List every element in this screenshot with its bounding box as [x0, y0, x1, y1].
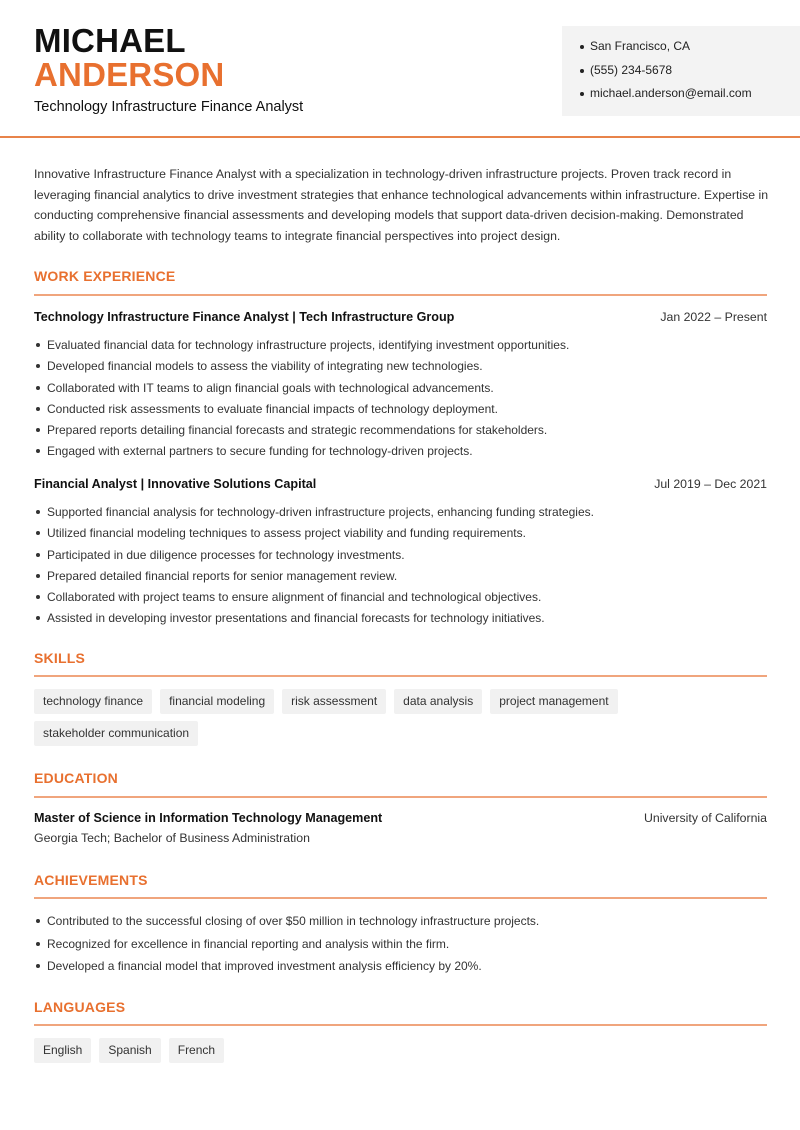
section-divider — [34, 294, 767, 296]
list-item: Utilized financial modeling techniques to assess project viability and funding requirements. — [34, 525, 767, 546]
section-title-education: EDUCATION — [34, 770, 118, 786]
section-title-languages: LANGUAGES — [34, 999, 126, 1015]
skill-tag: risk assessment — [282, 689, 386, 714]
contact-phone: (555) 234-5678 — [580, 63, 800, 87]
skill-tag: data analysis — [394, 689, 482, 714]
contact-location: San Francisco, CA — [580, 39, 800, 63]
list-item: Developed financial models to assess the viability of integrating new technologies. — [34, 358, 767, 379]
job-title: Technology Infrastructure Finance Analyst — [34, 99, 304, 115]
job-header — [34, 310, 767, 324]
skills-list — [34, 689, 774, 746]
job-dates: Jan 2022 – Present — [660, 310, 767, 324]
language-tag: French — [169, 1038, 224, 1063]
section-title-achievements: ACHIEVEMENTS — [34, 872, 148, 888]
contact-email: michael.anderson@email.com — [580, 86, 800, 110]
list-item: Prepared reports detailing financial forecasts and strategic recommendations for stakeholders. — [34, 422, 767, 443]
skill-tag: financial modeling — [160, 689, 274, 714]
language-tag: Spanish — [99, 1038, 160, 1063]
list-item: Assisted in developing investor presentations and financial forecasts for technology initiatives. — [34, 610, 767, 631]
first-name: MICHAEL — [34, 22, 186, 59]
list-item: Developed a financial model that improved investment analysis efficiency by 20%. — [34, 958, 767, 981]
section-divider — [34, 1024, 767, 1026]
languages-list — [34, 1038, 774, 1063]
list-item: Supported financial analysis for technology-driven infrastructure projects, enhancing funding strategies. — [34, 504, 767, 525]
list-item: Collaborated with IT teams to align financial goals with technological advancements. — [34, 380, 767, 401]
job-role: Financial Analyst | Innovative Solutions Capital — [34, 477, 317, 491]
section-title-skills: SKILLS — [34, 650, 85, 666]
list-item: Evaluated financial data for technology infrastructure projects, identifying investment opportunities. — [34, 337, 767, 358]
section-divider — [34, 897, 767, 899]
achievements-list — [34, 913, 767, 981]
job-header — [34, 477, 767, 491]
section-title-work: WORK EXPERIENCE — [34, 268, 176, 284]
list-item: Participated in due diligence processes for technology investments. — [34, 547, 767, 568]
education-school: University of California — [643, 811, 767, 825]
skill-tag: project management — [490, 689, 617, 714]
list-item: Conducted risk assessments to evaluate financial impacts of technology deployment. — [34, 401, 767, 422]
skill-tag: technology finance — [34, 689, 152, 714]
list-item: Collaborated with project teams to ensure alignment of financial and technological objectives. — [34, 589, 767, 610]
education-degree: Master of Science in Information Technology Management — [34, 811, 383, 825]
language-tag: English — [34, 1038, 91, 1063]
contact-box — [562, 26, 800, 116]
section-divider — [34, 675, 767, 677]
list-item: Prepared detailed financial reports for senior management review. — [34, 568, 767, 589]
list-item: Engaged with external partners to secure funding for technology-driven projects. — [34, 443, 767, 464]
list-item: Recognized for excellence in financial reporting and analysis within the firm. — [34, 936, 767, 959]
education-detail: Georgia Tech; Bachelor of Business Administration — [34, 831, 310, 845]
job-bullets — [34, 337, 767, 465]
job-dates: Jul 2019 – Dec 2021 — [654, 477, 767, 491]
list-item: Contributed to the successful closing of over $50 million in technology infrastructure projects. — [34, 913, 767, 936]
last-name: ANDERSON — [34, 56, 225, 93]
summary: Innovative Infrastructure Finance Analyst with a specialization in technology-driven infrastructure projects. Proven track record in leveraging financial analytics to drive investment strategies that enhance technological advancements within infrastructure. Expertise in conducting comprehensive financial assessments and developing models that support data-driven decision-making. Demonstrated ability to collaborate with technology teams to integrate financial perspectives into project design. — [34, 167, 769, 243]
section-divider — [34, 796, 767, 798]
skill-tag: stakeholder communication — [34, 721, 198, 746]
resume-header — [0, 0, 800, 138]
job-bullets — [34, 504, 767, 632]
job-role: Technology Infrastructure Finance Analyst | Tech Infrastructure Group — [34, 310, 455, 324]
